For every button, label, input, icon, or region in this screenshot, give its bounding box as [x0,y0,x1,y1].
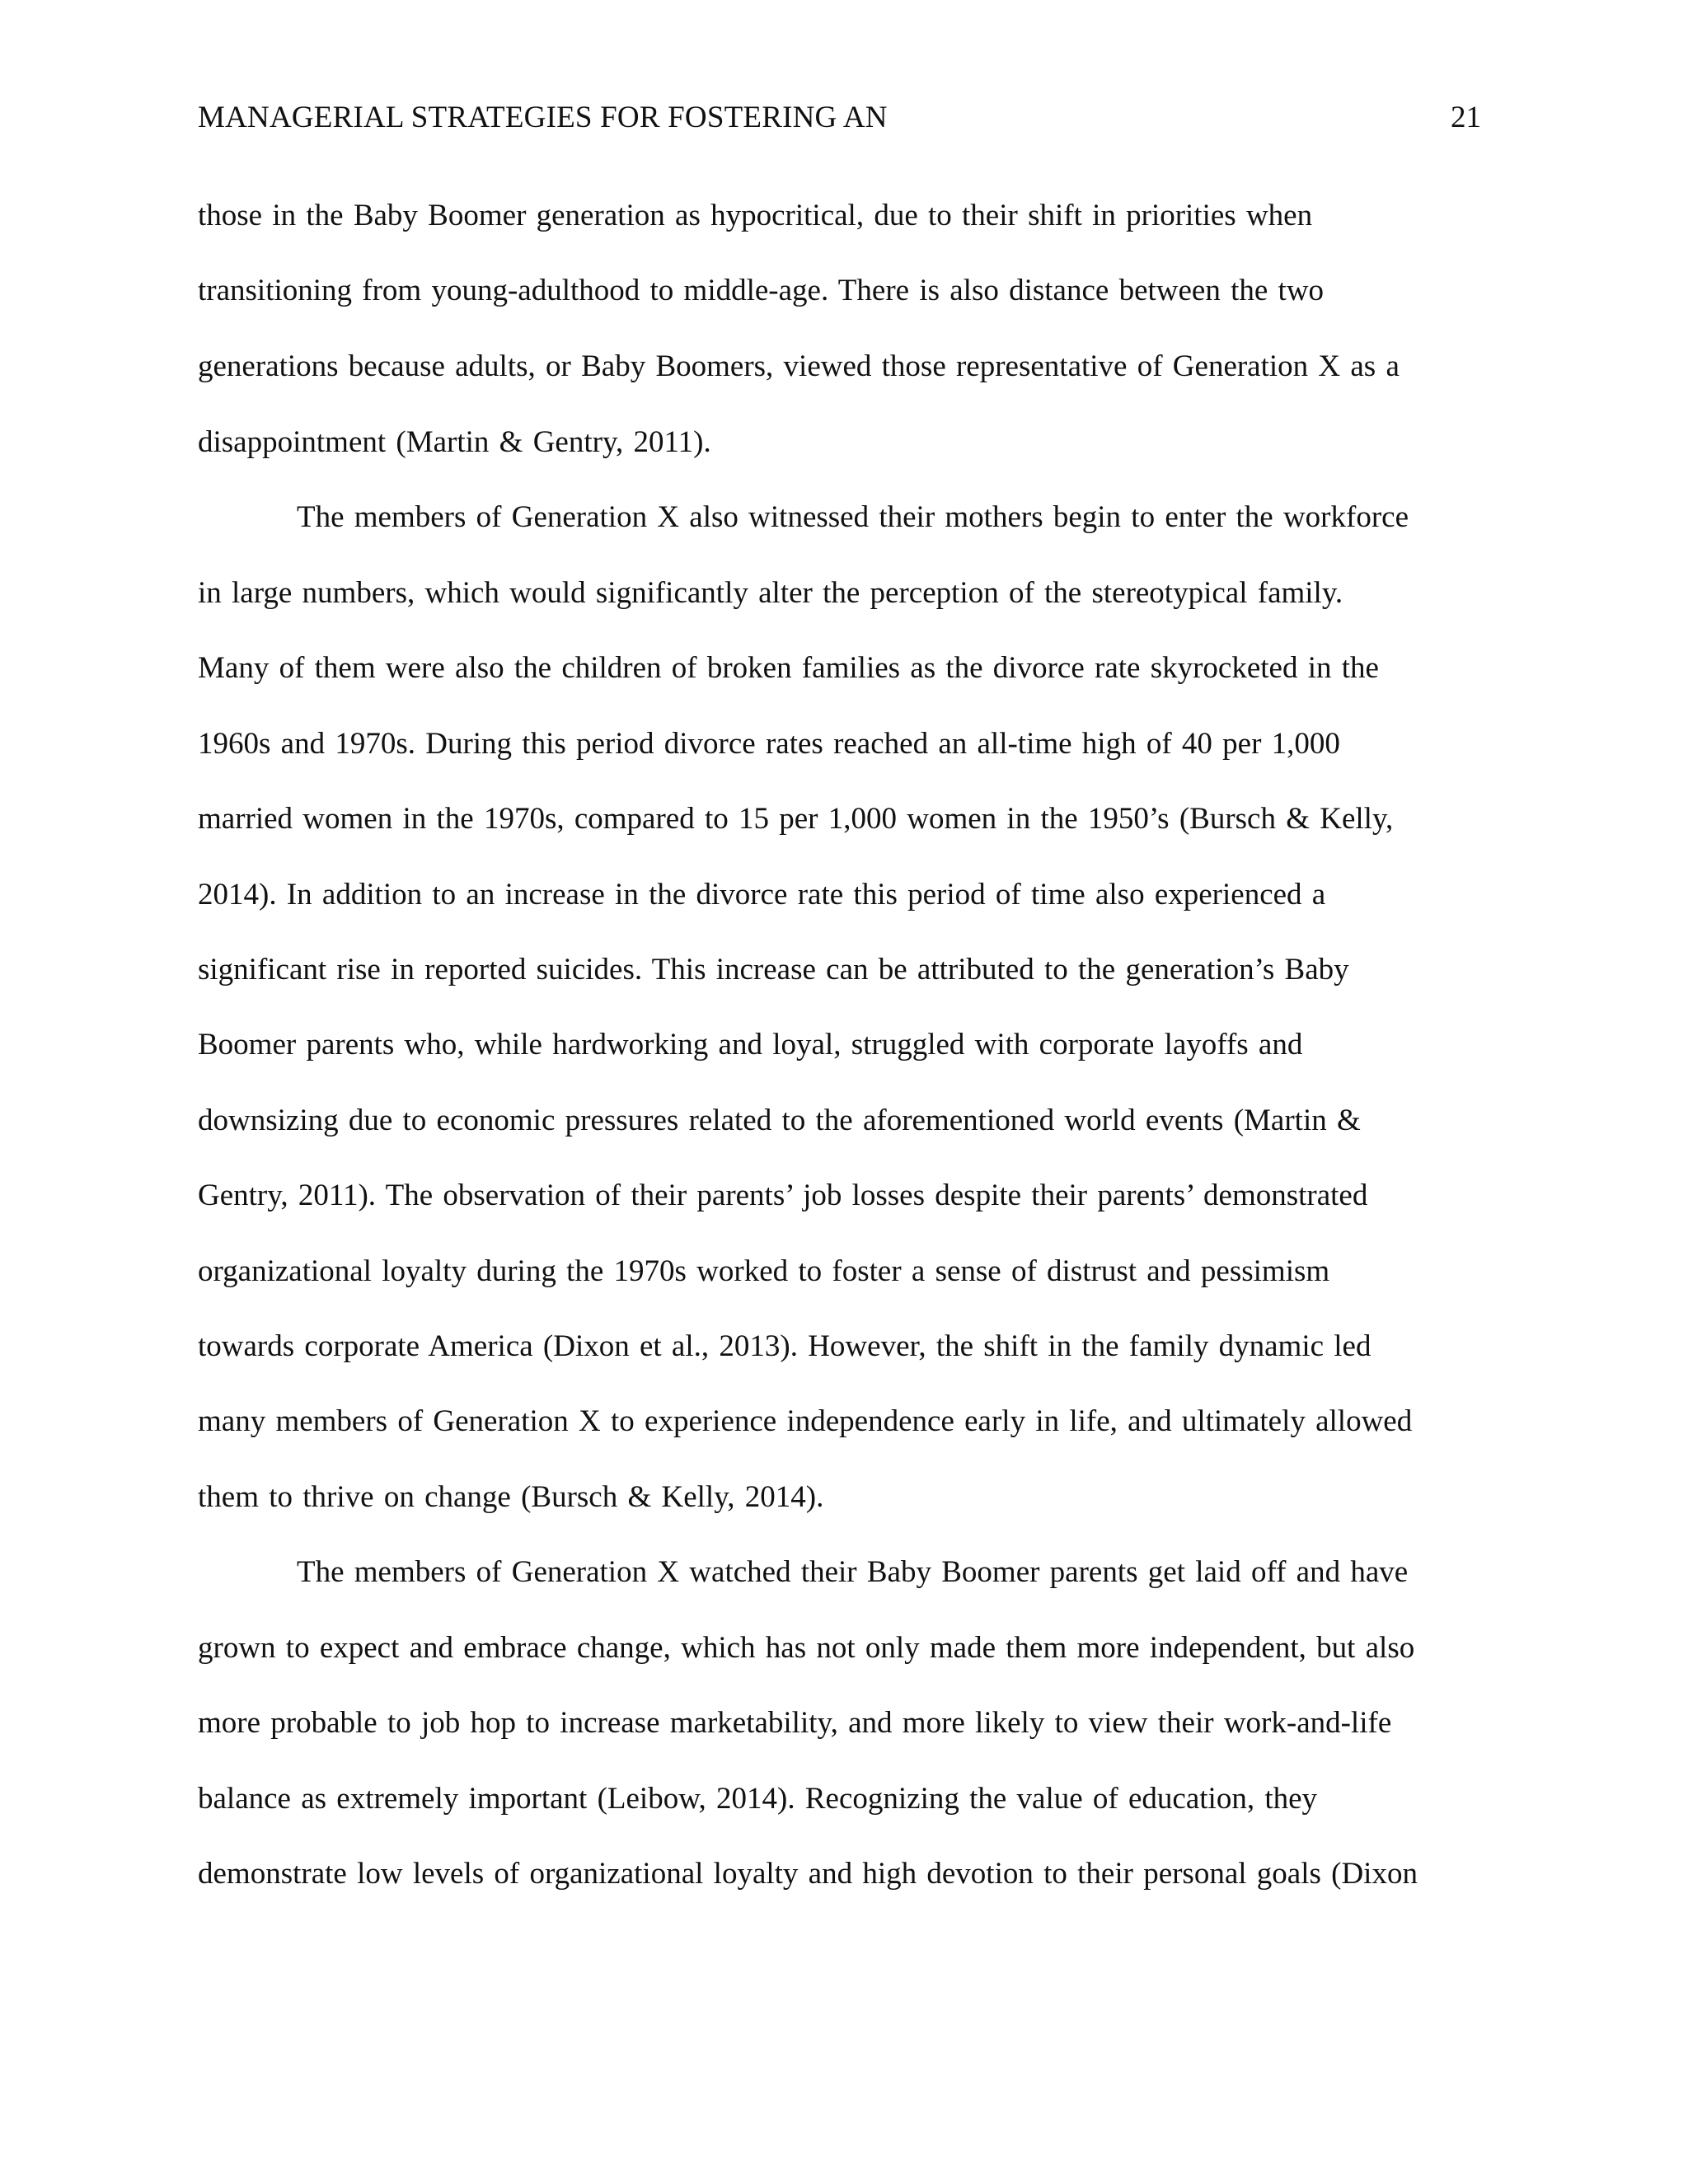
text-line: in large numbers, which would significantly alter the perception of the stereotypical family. [198,576,1343,610]
text-line: many members of Generation X to experience independence early in life, and ultimately allowed [198,1404,1413,1438]
text-line: demonstrate low levels of organizational loyalty and high devotion to their personal goals (Dixon [198,1857,1418,1891]
text-line: downsizing due to economic pressures related to the aforementioned world events (Martin & [198,1104,1361,1137]
text-line: Many of them were also the children of broken families as the divorce rate skyrocketed in the [198,651,1379,685]
text-line: transitioning from young-adulthood to middle-age. There is also distance between the two [198,274,1325,307]
paragraph-first-line: The members of Generation X watched their Baby Boomer parents get laid off and have [297,1555,1409,1589]
text-line: 2014). In addition to an increase in the divorce rate this period of time also experienced a [198,878,1326,912]
page-number: 21 [1451,101,1481,134]
running-head: MANAGERIAL STRATEGIES FOR FOSTERING AN [198,101,888,134]
text-line: Gentry, 2011). The observation of their parents’ job losses despite their parents’ demonstrated [198,1179,1368,1212]
text-line: married women in the 1970s, compared to 15 per 1,000 women in the 1950’s (Bursch & Kelly, [198,802,1394,836]
text-line: disappointment (Martin & Gentry, 2011). [198,425,711,459]
paragraph-first-line: The members of Generation X also witnessed their mothers begin to enter the workforce [297,500,1409,534]
text-line: grown to expect and embrace change, which has not only made them more independent, but also [198,1631,1415,1665]
text-line: significant rise in reported suicides. This increase can be attributed to the generation’s Baby [198,953,1349,987]
text-line: those in the Baby Boomer generation as hypocritical, due to their shift in priorities when [198,199,1313,232]
text-line: them to thrive on change (Bursch & Kelly, 2014). [198,1480,824,1514]
text-line: towards corporate America (Dixon et al., 2013). However, the shift in the family dynamic led [198,1329,1372,1363]
text-line: 1960s and 1970s. During this period divorce rates reached an all-time high of 40 per 1,000 [198,727,1340,761]
text-line: generations because adults, or Baby Boomers, viewed those representative of Generation X as a [198,349,1400,383]
text-line: Boomer parents who, while hardworking and loyal, struggled with corporate layoffs and [198,1028,1303,1062]
text-line: balance as extremely important (Leibow, 2014). Recognizing the value of education, they [198,1782,1318,1816]
text-line: more probable to job hop to increase marketability, and more likely to view their work-and-life [198,1706,1392,1740]
text-line: organizational loyalty during the 1970s worked to foster a sense of distrust and pessimism [198,1254,1330,1288]
